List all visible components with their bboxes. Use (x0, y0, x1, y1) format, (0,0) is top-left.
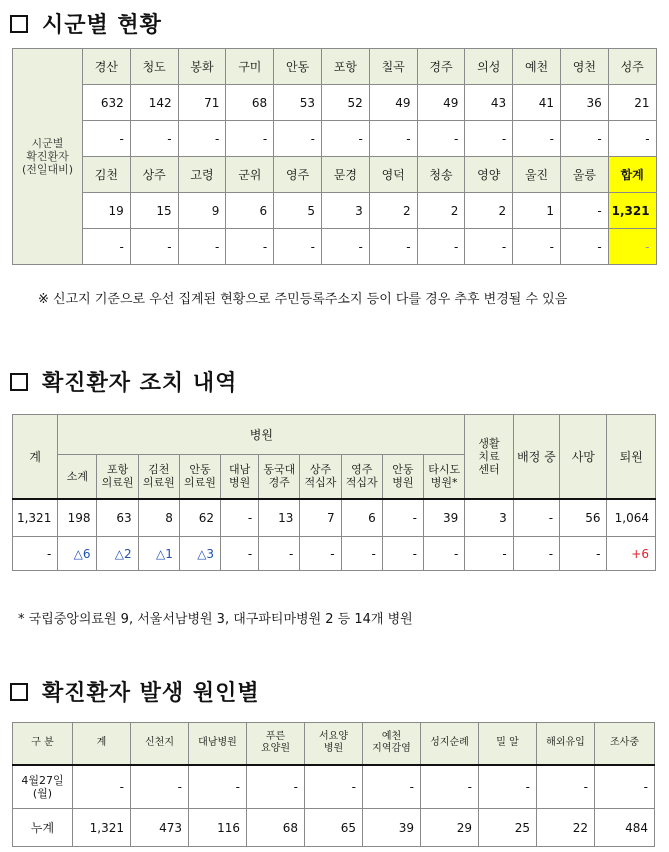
city-value: 71 (178, 85, 226, 121)
city-name: 김천 (83, 157, 131, 193)
city-name: 의성 (465, 49, 513, 85)
city-change: - (130, 121, 178, 157)
city-note: ※ 신고지 기준으로 우선 집계된 현황으로 주민등록주소지 등이 다를 경우 추후 변경될 수 있음 (38, 292, 568, 307)
cause-value: 25 (479, 809, 537, 847)
cause-value: - (247, 765, 305, 809)
header-discharge: 퇴원 (607, 415, 656, 499)
measures-change: - (300, 537, 341, 571)
checkbox-square-icon (10, 373, 28, 391)
cause-day-row (13, 765, 655, 809)
city-name: 칠곡 (369, 49, 417, 85)
section-title-measures-text: 확진환자 조치 내역 (42, 371, 238, 396)
city-name: 안동 (274, 49, 322, 85)
city-change: - (178, 229, 226, 265)
cause-value: 39 (363, 809, 421, 847)
city-value: 19 (83, 193, 131, 229)
cause-header: 밀 알 (479, 723, 537, 765)
city-value: 2 (369, 193, 417, 229)
city-change-row (13, 229, 657, 265)
city-name: 구미 (226, 49, 274, 85)
cause-value: - (537, 765, 595, 809)
cause-value: - (479, 765, 537, 809)
header-hospital-sub: 포항 의료원 (97, 455, 138, 499)
city-name: 영주 (274, 157, 322, 193)
city-value: 2 (417, 193, 465, 229)
city-name: 문경 (321, 157, 369, 193)
measures-change: - (513, 537, 559, 571)
measures-change: - (341, 537, 382, 571)
cause-value: 116 (189, 809, 247, 847)
city-name-row (13, 49, 657, 85)
city-name: 봉화 (178, 49, 226, 85)
cause-total-row (13, 809, 655, 847)
measures-change: - (465, 537, 513, 571)
city-name: 영덕 (369, 157, 417, 193)
city-change: - (417, 229, 465, 265)
measures-change: - (382, 537, 423, 571)
header-assigning: 배정 중 (513, 415, 559, 499)
side-label: 시군별 확진환자 (전일대비) (13, 49, 83, 265)
measures-change: △6 (58, 537, 97, 571)
total-label: 합계 (608, 157, 656, 193)
city-name: 청송 (417, 157, 465, 193)
header-hospital-sub: 안동 의료원 (179, 455, 220, 499)
city-name: 포항 (321, 49, 369, 85)
cause-header: 대남병원 (189, 723, 247, 765)
measures-value: 7 (300, 499, 341, 537)
measures-value: 8 (138, 499, 179, 537)
city-change: - (321, 121, 369, 157)
measures-change: △1 (138, 537, 179, 571)
city-value: 5 (274, 193, 322, 229)
city-change: - (130, 229, 178, 265)
city-value: 49 (417, 85, 465, 121)
measures-change: △2 (97, 537, 138, 571)
header-total: 계 (13, 415, 58, 499)
cause-value: 1,321 (73, 809, 131, 847)
city-value: 142 (130, 85, 178, 121)
city-value: - (560, 193, 608, 229)
measures-value: 3 (465, 499, 513, 537)
city-value: 3 (321, 193, 369, 229)
city-name: 청도 (130, 49, 178, 85)
city-change: - (321, 229, 369, 265)
header-hospital-sub: 대남 병원 (221, 455, 259, 499)
cause-value: 473 (131, 809, 189, 847)
header-hospital-sub: 동국대 경주 (259, 455, 300, 499)
city-value: 2 (465, 193, 513, 229)
city-name: 성주 (608, 49, 656, 85)
measures-value: 39 (424, 499, 465, 537)
city-value: 15 (130, 193, 178, 229)
city-change: - (369, 121, 417, 157)
cause-table (12, 722, 655, 847)
city-name: 울진 (513, 157, 561, 193)
measures-change-row (13, 537, 656, 571)
measures-change: - (259, 537, 300, 571)
city-value: 6 (226, 193, 274, 229)
city-name: 예천 (513, 49, 561, 85)
cause-value: 68 (247, 809, 305, 847)
header-hospital-sub: 소계 (58, 455, 97, 499)
cause-value: 29 (421, 809, 479, 847)
city-change: - (178, 121, 226, 157)
cause-value: - (421, 765, 479, 809)
checkbox-square-icon (10, 683, 28, 701)
measures-change: - (13, 537, 58, 571)
measures-header-row (13, 415, 656, 455)
city-change: - (513, 121, 561, 157)
city-change: - (417, 121, 465, 157)
city-name: 경주 (417, 49, 465, 85)
city-change: - (608, 121, 656, 157)
cause-value: - (131, 765, 189, 809)
measures-change: - (221, 537, 259, 571)
cause-header: 신천지 (131, 723, 189, 765)
measures-change: △3 (179, 537, 220, 571)
cause-header-row (13, 723, 655, 765)
cause-header: 계 (73, 723, 131, 765)
total-change: - (608, 229, 656, 265)
city-change: - (226, 229, 274, 265)
measures-value: 56 (560, 499, 607, 537)
city-name: 군위 (226, 157, 274, 193)
measures-value: - (221, 499, 259, 537)
city-value: 21 (608, 85, 656, 121)
city-name: 울릉 (560, 157, 608, 193)
measures-table (12, 414, 656, 571)
section-title-city (10, 8, 162, 39)
city-value: 68 (226, 85, 274, 121)
city-value: 36 (560, 85, 608, 121)
cause-row-label: 4월27일 (월) (13, 765, 73, 809)
measures-value: - (513, 499, 559, 537)
cause-header: 조사중 (595, 723, 655, 765)
section-title-cause-text: 확진환자 발생 원인별 (42, 681, 260, 706)
city-name-row (13, 157, 657, 193)
header-hospital-sub: 안동 병원 (382, 455, 423, 499)
city-value: 9 (178, 193, 226, 229)
measures-change: - (424, 537, 465, 571)
total-value: 1,321 (608, 193, 656, 229)
city-change-row (13, 121, 657, 157)
measures-value: 1,321 (13, 499, 58, 537)
cause-header: 구 분 (13, 723, 73, 765)
measures-footnote: * 국립중앙의료원 9, 서울서남병원 3, 대구파티마병원 2 등 14개 병원 (18, 612, 413, 627)
city-value: 1 (513, 193, 561, 229)
measures-value-row (13, 499, 656, 537)
section-title-city-text: 시군별 현황 (42, 13, 162, 38)
measures-value: 1,064 (607, 499, 656, 537)
cause-value: - (363, 765, 421, 809)
city-change: - (83, 121, 131, 157)
city-name: 영천 (560, 49, 608, 85)
measures-change: - (560, 537, 607, 571)
header-hospital: 병원 (58, 415, 465, 455)
city-name: 고령 (178, 157, 226, 193)
header-life-center: 생활 치료 센터 (465, 415, 513, 499)
city-value: 632 (83, 85, 131, 121)
header-death: 사망 (560, 415, 607, 499)
header-hospital-sub: 김천 의료원 (138, 455, 179, 499)
cause-header: 성지순례 (421, 723, 479, 765)
header-hospital-sub: 영주 적십자 (341, 455, 382, 499)
cause-header: 푸른 요양원 (247, 723, 305, 765)
cause-value: - (73, 765, 131, 809)
cause-header: 서요양 병원 (305, 723, 363, 765)
cause-value: - (305, 765, 363, 809)
city-change: - (369, 229, 417, 265)
cause-header: 예천 지역감염 (363, 723, 421, 765)
measures-value: 13 (259, 499, 300, 537)
city-change: - (465, 229, 513, 265)
city-value-row (13, 193, 657, 229)
city-change: - (560, 121, 608, 157)
city-change: - (274, 229, 322, 265)
cause-value: - (595, 765, 655, 809)
city-value: 52 (321, 85, 369, 121)
city-status-table (12, 48, 657, 265)
cause-row-label: 누계 (13, 809, 73, 847)
city-change: - (513, 229, 561, 265)
city-value: 41 (513, 85, 561, 121)
measures-value: 62 (179, 499, 220, 537)
measures-change: +6 (607, 537, 656, 571)
city-value: 43 (465, 85, 513, 121)
city-change: - (226, 121, 274, 157)
header-hospital-sub: 상주 적십자 (300, 455, 341, 499)
city-change: - (465, 121, 513, 157)
cause-value: 65 (305, 809, 363, 847)
city-name: 경산 (83, 49, 131, 85)
city-value: 53 (274, 85, 322, 121)
city-change: - (83, 229, 131, 265)
checkbox-square-icon (10, 15, 28, 33)
city-name: 영양 (465, 157, 513, 193)
city-value-row (13, 85, 657, 121)
city-value: 49 (369, 85, 417, 121)
city-change: - (560, 229, 608, 265)
measures-value: 63 (97, 499, 138, 537)
measures-value: - (382, 499, 423, 537)
cause-value: 22 (537, 809, 595, 847)
measures-value: 6 (341, 499, 382, 537)
section-title-cause (10, 676, 260, 707)
measures-value: 198 (58, 499, 97, 537)
section-title-measures (10, 366, 237, 397)
city-change: - (274, 121, 322, 157)
city-name: 상주 (130, 157, 178, 193)
cause-value: 484 (595, 809, 655, 847)
cause-header: 해외유입 (537, 723, 595, 765)
header-hospital-sub: 타시도 병원* (424, 455, 465, 499)
cause-value: - (189, 765, 247, 809)
